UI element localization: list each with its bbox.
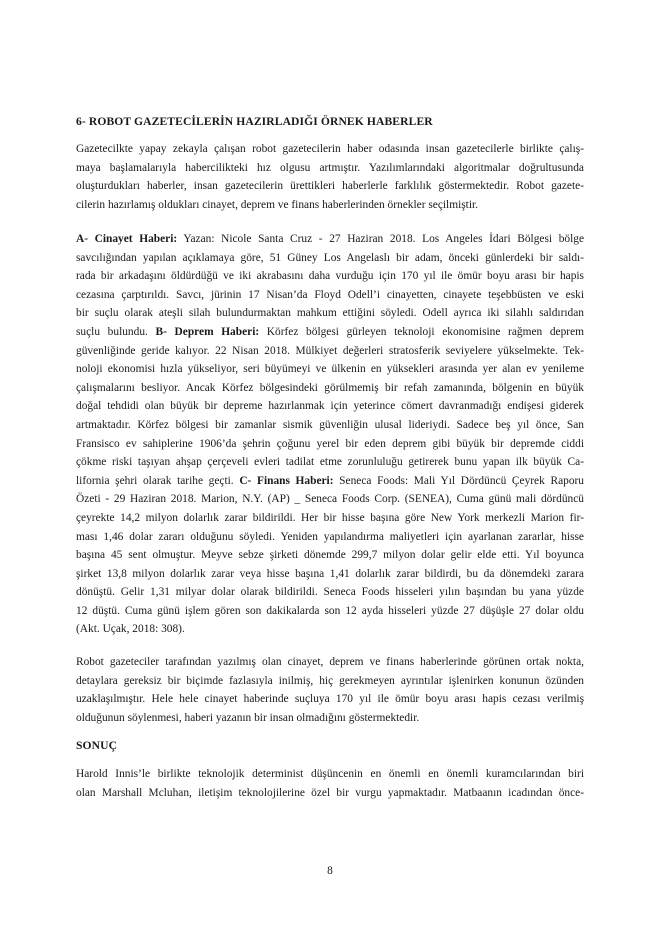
page-number: 8 — [327, 865, 333, 877]
paragraph-line — [76, 323, 584, 342]
common-point-paragraph — [76, 653, 584, 727]
deprem-label: B- Deprem Haberi: — [155, 325, 260, 338]
paragraph-line — [76, 472, 584, 491]
paragraph-line: noloji ekonomisi hızla yükseliyor, seri büyümeyi ve ülkenin en yüksekleri arasında yer alan ev yenileme — [76, 363, 584, 376]
paragraph-line: uzaklaşılmıştır. Hele hele cinayet haberinde suçluya 170 yıl ile ömür boyu arası hapis cezası verilmiş — [76, 693, 584, 706]
paragraph-line: güvenliğinde geride kalıyor. 22 Nisan 2018. Mülkiyet değerleri stratosferik seviyelere yükselmekte. Tek- — [76, 344, 584, 357]
paragraph-line: doğal tehdidi olan büyük bir depreme hazırlanmak için yeterince cömert davranmadığı endişesi giderek — [76, 400, 584, 413]
cinayet-end: suçlu bulundu. — [76, 325, 156, 338]
finans-label: C- Finans Haberi: — [239, 474, 334, 487]
paragraph-line: Özeti - 29 Haziran 2018. Marion, N.Y. (AP) _ Seneca Foods Corp. (SENEA), Cuma günü mali dördüncü — [76, 493, 584, 506]
paragraph-line: olduğunun söylenmesi, haberi yazanın bir insan olmadığını göstermektedir. — [76, 711, 420, 724]
paragraph-line: ması 1,46 dolar zararı olduğunu söyledi. Yeniden yapılandırma maliyetleri için ayarlanan zararlar, hisse — [76, 530, 584, 543]
intro-paragraph — [76, 140, 584, 214]
paragraph-line: (Akt. Uçak, 2018: 308). — [76, 623, 185, 636]
paragraph-line: şirket 13,8 milyon dolarlık zarar veya hisse başına 1,41 dolarlık zarar bildirdi, bu da dönemdeki zarara — [76, 567, 584, 580]
conclusion-paragraph — [76, 765, 584, 802]
paragraph-line: artmaktadır. Körfez bölgesi bir zamanlar sismik güvenliğin ulusal lideriydi. Sadece beş yıl önce, San — [76, 418, 584, 431]
paragraph-line: cezasına çarptırıldı. Savcı, jürinin 17 Nisan’da Floyd Odell’i cinayetten, cinayete teşebbüsten ve eski — [76, 288, 584, 301]
paragraph-line: çökme riski taşıyan ahşap çerçeveli evleri tadilat etme zorunluluğu getirerek bunu yapan ilk büyük Ca- — [76, 456, 584, 469]
paragraph-line: dönüştü. Gelir 1,31 milyar dolar olarak bildirildi. Seneca Foods hisseleri yılın başından bu yana yüzde — [76, 586, 584, 599]
paragraph-line: cilerin hazırlamış oldukları cinayet, deprem ve finans haberlerinden örnekler seçilmiştir. — [76, 198, 479, 211]
paragraph-line: Gazetecilkte yapay zekayla çalışan robot gazetecilerin haber odasında insan gazetecilerle birlikte çalış- — [76, 143, 584, 155]
paragraph-line: çalışmalarını besliyor. Ancak Körfez bölgesindeki görülmemiş bir refah zamanında, bölgenin en büyük — [76, 381, 584, 394]
cinayet-text: Yazan: Nicole Santa Cruz - 27 Haziran 2018. Los Angeles İdari Bölgesi bölge — [177, 233, 584, 245]
deprem-text: Körfez bölgesi gürleyen teknoloji ekonomisine rağmen deprem — [259, 325, 584, 338]
paragraph-line: maya başlamalarıyla habercilikteki hız olgusu artmıştır. Yazılımlarındaki algoritmalar doğrultusunda — [76, 161, 584, 174]
finans-text: Seneca Foods: Mali Yıl Dördüncü Çeyrek Raporu — [333, 474, 584, 487]
paragraph-line: rada bir arkadaşını öldürdüğü ve iki akrabasını daha vurduğu için 170 yıl ile ömür boyu arası bir hapis — [76, 270, 584, 283]
paragraph-line: olan Marshall Mcluhan, iletişim teknolojilerine özel bir vurgu yapmaktadır. Matbaanın icadından önce- — [76, 786, 584, 799]
paragraph-line: savcılığından yapılan açıklamaya göre, 51 Güney Los Angelaslı bir adam, önceki günlerdeki bir saldı- — [76, 251, 584, 264]
paragraph-line: 12 düştü. Cuma günü işlem gören son dakikalarda son 12 ayda hisseleri yüzde 27 düşüşle 27 dolar oldu — [76, 604, 584, 617]
conclusion-heading: SONUÇ — [76, 739, 118, 752]
paragraph-line: detaylara gereksiz bir biçimde fazlasıyla inilmiş, hiç gerekmeyen ayrıntılar işlenirken konunun özünden — [76, 674, 584, 687]
paragraph-line: başına 45 sent olmuştur. Meyve sebze şirketi dönemde 299,7 milyon dolar gelir elde etti. Yıl boyunca — [76, 549, 584, 562]
paragraph-line: oluşturdukları haberler, insan gazetecilerin ürettikleri haberlerle farklılık göstermektedir. Robot gazete- — [76, 180, 584, 193]
paragraph-line: Fransisco ev sahiplerine 1906’da şehrin çoğunu yerel bir eden deprem gibi büyük bir depremde ciddi — [76, 437, 584, 450]
examples-paragraph — [76, 230, 584, 639]
paragraph-line — [76, 230, 584, 249]
paragraph-line: Harold Innis’le birlikte teknolojik determinist düşüncenin en önemli en önemli kuramcılarından biri — [76, 768, 584, 780]
cinayet-label: A- Cinayet Haberi: — [76, 233, 178, 245]
deprem-end: lifornia şehri olarak tarihe geçti. — [76, 474, 240, 487]
section-heading: 6- ROBOT GAZETECİLERİN HAZIRLADIĞI ÖRNEK HABERLER — [76, 115, 433, 128]
paragraph-line: bir suçlu olarak ateşli silah bulundurmaktan mahkum ettiğini söyledi. Odell ayrıca iki silahlı saldırıdan — [76, 307, 584, 320]
paragraph-line: Robot gazeteciler tarafından yazılmış olan cinayet, deprem ve finans haberlerinde görünen ortak nokta, — [76, 656, 584, 668]
paragraph-line: çeyrekte 14,2 milyon dolarlık zarar bildirildi. Her bir hisse başına göre New York merkezli Marion fir- — [76, 511, 584, 524]
